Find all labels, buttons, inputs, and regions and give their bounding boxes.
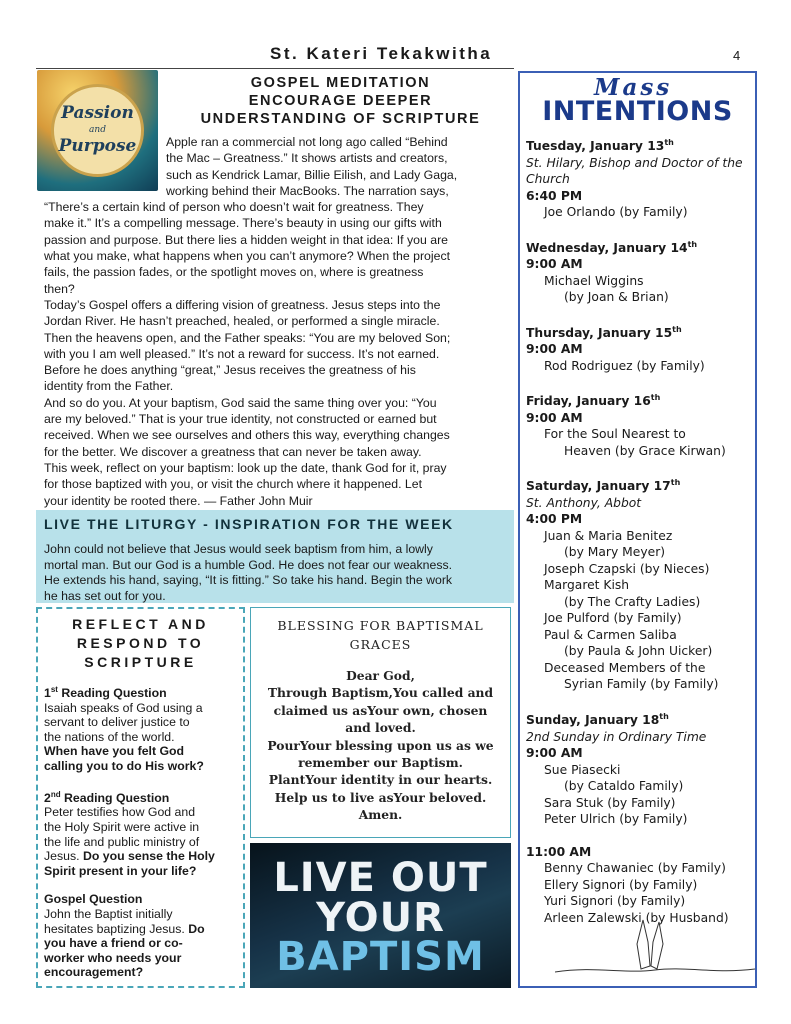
intention-name: (by Paula & John Uicker) [564, 644, 713, 659]
mass-time: 6:40 PM [526, 188, 583, 203]
live-liturgy-text [44, 542, 510, 604]
gospel-question-text: hesitates baptizing Jesus. Do [44, 921, 205, 936]
intention-name: Heaven (by Grace Kirwan) [564, 443, 726, 458]
meditation-line: working behind their MacBooks. The narration says, [166, 183, 449, 198]
intention-name: (by Cataldo Family) [564, 779, 684, 794]
page-number: 4 [733, 48, 741, 63]
blessing-title-line: GRACES [349, 637, 412, 652]
mass-time: 9:00 AM [526, 257, 583, 272]
second-reading-heading: 2nd Reading Question [44, 789, 170, 805]
liturgy-line: mortal man. But our God is a humble God. He does not fear our weakness. [44, 557, 453, 572]
intention-name: Michael Wiggins [544, 273, 644, 288]
liturgy-line: he has set out for you. [44, 588, 166, 603]
gospel-meditation-title [168, 74, 513, 128]
meditation-line: for the better. We discover a greatness that can never be taken away. [44, 444, 422, 459]
blessing-title [250, 616, 511, 654]
intention-name: (by Mary Meyer) [564, 545, 666, 560]
intention-name: Joseph Czapski (by Nieces) [544, 561, 710, 576]
intention-name: (by Joan & Brian) [564, 290, 669, 305]
day-spacer [526, 693, 752, 709]
meditation-line: then? [44, 281, 75, 296]
baptism-image-line: LIVE OUT [273, 855, 488, 901]
second-reading-text: the Holy Spirit were active in [44, 819, 200, 834]
bulletin-title: St. Kateri Tekakwitha [270, 44, 493, 63]
intention-name: Margaret Kish [544, 578, 630, 593]
meditation-line: Today’s Gospel offers a differing vision of greatness. Jesus steps into the [44, 297, 441, 312]
intention-name: Paul & Carmen Saliba [544, 627, 677, 642]
blessing-line: and loved. [345, 720, 416, 736]
mass-time: 4:00 PM [526, 512, 583, 527]
gospel-question: worker who needs your [44, 950, 182, 965]
header-divider [36, 68, 514, 69]
intention-name: Joe Pulford (by Family) [544, 611, 682, 626]
liturgy-line: He extends his hand, saying, “It is fitting.” So take his hand. Begin the work [44, 573, 453, 588]
meditation-line: what you make, what happens when you can’t anymore? When the project [44, 249, 451, 264]
feast-name: St. Hilary, Bishop and Doctor of the Church [526, 155, 743, 187]
logo-word-passion: Passion [61, 103, 134, 123]
blessing-title-line: BLESSING FOR BAPTISMAL [277, 618, 484, 633]
intention-name: Arleen Zalewski (by Husband) [544, 910, 729, 925]
blessing-line: PourYour blessing upon us as we [267, 737, 494, 753]
mass-time: 9:00 AM [526, 410, 583, 425]
reflect-respond-questions [44, 683, 240, 980]
blessing-line: Through Baptism,You called and [267, 685, 494, 701]
second-reading-text: Jesus. Do you sense the Holy [44, 849, 215, 864]
blessing-line: remember our Baptism. [298, 755, 463, 771]
baptism-image-line: YOUR [316, 895, 445, 941]
gospel-title-line: ENCOURAGE DEEPER [248, 93, 433, 109]
meditation-line: are my beloved.” That is your true identity, not constructed or earned but [44, 412, 437, 427]
mass-day-heading: Tuesday, January 13th [526, 138, 674, 154]
gospel-question: encouragement? [44, 965, 144, 980]
live-out-your-baptism-image [250, 843, 511, 988]
intention-name: Joe Orlando (by Family) [544, 205, 688, 220]
intention-name: Yuri Signori (by Family) [544, 894, 686, 909]
meditation-line: “There’s a certain kind of person who doesn’t wait for greatness. They [44, 200, 424, 215]
first-reading-question: calling you to do His work? [44, 759, 204, 774]
meditation-line: for those baptized with you, or visit the church where it happened. Let [44, 477, 423, 492]
intention-name: Benny Chawaniec (by Family) [544, 861, 726, 876]
blessing-line: Amen. [358, 807, 403, 823]
gospel-title-line: UNDERSTANDING OF SCRIPTURE [200, 111, 481, 127]
meditation-line: the Mac – Greatness.” It shows artists and creators, [166, 151, 448, 166]
reflect-title-line: SCRIPTURE [84, 654, 197, 670]
feast-name: St. Anthony, Abbot [526, 495, 642, 510]
blessing-line: claimed us asYour own, chosen [273, 702, 488, 718]
mass-intentions-title: INTENTIONS [542, 96, 733, 127]
first-reading-heading: 1st Reading Question [44, 685, 167, 701]
intention-name: Peter Ulrich (by Family) [544, 812, 688, 827]
mass-time: 9:00 AM [526, 342, 583, 357]
meditation-line: fails, the passion fades, or the spotlight moves on, where is greatness [44, 265, 424, 280]
meditation-line: And so do you. At your baptism, God said the same thing over you: “You [44, 395, 437, 410]
meditation-line: your identity be rooted there. — Father John Muir [44, 493, 313, 508]
blessing-prayer [250, 667, 511, 824]
intention-name: Juan & Maria Benitez [544, 528, 673, 543]
feast-name: 2nd Sunday in Ordinary Time [526, 729, 707, 744]
intention-name: (by The Crafty Ladies) [564, 594, 701, 609]
baptism-image-line: BAPTISM [276, 934, 485, 980]
mass-day-heading: Wednesday, January 14th [526, 239, 698, 255]
mass-intentions-list [526, 135, 752, 926]
mass-intentions-script-title: Mass [594, 74, 673, 101]
meditation-line: Then the heavens open, and the Father speaks: “You are my beloved Son; [44, 330, 451, 345]
blessing-line: PlantYour identity in our hearts. [268, 772, 493, 788]
meditation-line: passion and purpose. But there lies a hidden weight in that idea: If you are [44, 232, 449, 247]
first-reading-question: When have you felt God [44, 744, 185, 759]
reflect-respond-title [36, 615, 245, 672]
day-spacer [526, 459, 752, 475]
day-spacer [526, 374, 752, 390]
gospel-meditation-text [44, 134, 506, 509]
gospel-question: you have a friend or co- [44, 936, 183, 951]
mass-time: 9:00 AM [526, 746, 583, 761]
reflect-title-line: RESPOND TO [76, 635, 205, 651]
mass-day-heading: Thursday, January 15th [526, 324, 682, 340]
meditation-line: Jordan River. He hasn’t preached, healed, or performed a single miracle. [44, 314, 440, 329]
intention-name: Deceased Members of the [544, 660, 706, 675]
live-liturgy-title: LIVE THE LITURGY - INSPIRATION FOR THE WEEK [44, 516, 454, 532]
day-spacer [526, 221, 752, 237]
reflect-title-line: REFLECT AND [72, 616, 209, 632]
meditation-line: Before he does anything “great,” Jesus receives the greatness of his [44, 363, 416, 378]
day-spacer [526, 306, 752, 322]
gospel-question-text: John the Baptist initially [44, 906, 173, 921]
second-reading-question: Spirit present in your life? [44, 863, 197, 878]
blessing-line: Dear God, [346, 668, 415, 683]
first-reading-text: servant to deliver justice to [44, 715, 190, 730]
intention-name: Sue Piasecki [544, 762, 621, 777]
mass-day-heading: Friday, January 16th [526, 393, 661, 409]
mass-time: 11:00 AM [526, 844, 592, 859]
logo-word-purpose: Purpose [58, 136, 137, 156]
meditation-line: with you I am well pleased.” It’s not a reward for success. It’s not earned. [44, 346, 440, 361]
meditation-line: This week, reflect on your baptism: look up the date, thank God for it, pray [44, 460, 447, 475]
meditation-line: make it.” It’s a compelling message. There’s beauty in using our gifts with [44, 216, 442, 231]
intention-name: For the Soul Nearest to [544, 427, 686, 442]
praying-hands-icon [555, 914, 755, 979]
second-reading-text: the life and public ministry of [44, 834, 200, 849]
blessing-line: Help us to live asYour beloved. [274, 789, 487, 805]
meditation-line: such as Kendrick Lamar, Billie Eilish, and Lady Gaga, [166, 167, 458, 182]
mass-day-heading: Saturday, January 17th [526, 478, 681, 494]
mass-day-heading: Sunday, January 18th [526, 711, 669, 728]
gospel-title-line: GOSPEL MEDITATION [250, 75, 431, 91]
intention-name: Sara Stuk (by Family) [544, 795, 676, 810]
meditation-line: received. When we see ourselves and others this way, everything changes [44, 428, 450, 443]
gospel-question-heading: Gospel Question [44, 892, 143, 907]
intention-name: Ellery Signori (by Family) [544, 877, 698, 892]
first-reading-text: the nations of the world. [44, 729, 175, 744]
logo-word-and: and [89, 125, 106, 135]
meditation-line: identity from the Father. [44, 379, 174, 394]
intention-name: Rod Rodriguez (by Family) [544, 358, 705, 373]
meditation-line: Apple ran a commercial not long ago called “Behind [166, 135, 448, 149]
mass-spacer [526, 828, 752, 844]
first-reading-text: Isaiah speaks of God using a [44, 700, 203, 715]
second-reading-text: Peter testifies how God and [44, 805, 196, 820]
intention-name: Syrian Family (by Family) [564, 677, 719, 692]
liturgy-line: John could not believe that Jesus would seek baptism from him, a lowly [44, 542, 433, 556]
